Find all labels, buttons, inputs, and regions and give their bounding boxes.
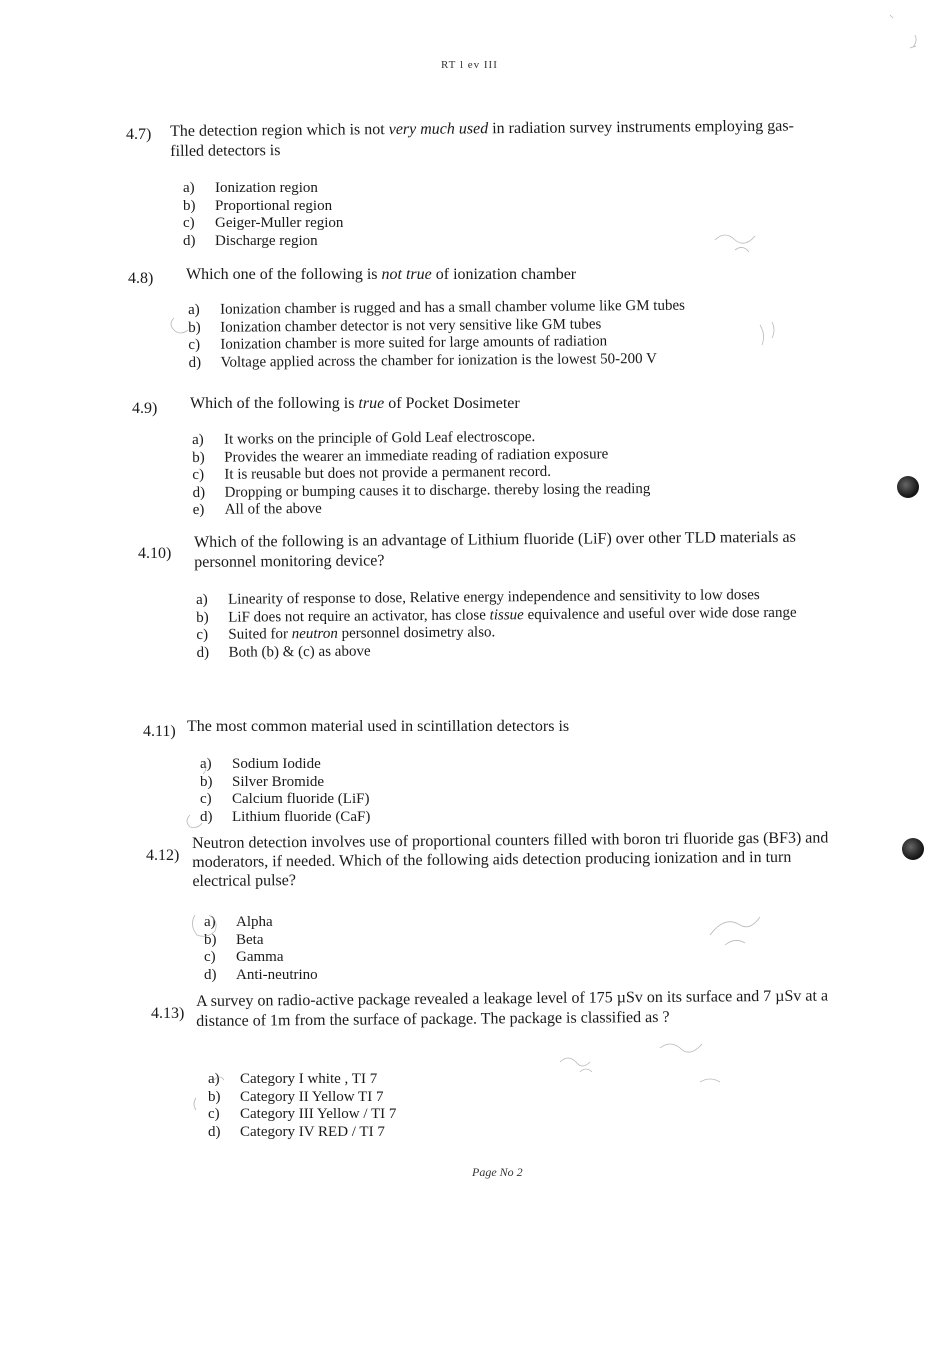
question-number: 4.9) [132,400,158,417]
question-number: 4.12) [146,847,180,864]
option: e) All of the above [192,500,322,518]
question-number: 4.7) [126,126,152,143]
question-text: The most common material used in scintillation detectors is [187,718,570,735]
page-header: RT l ev III [441,59,498,71]
option: a) Sodium Iodide [200,756,321,772]
option: d) Voltage applied across the chamber for ionization is the lowest 50-200 V [188,350,658,371]
option: a) Linearity of response to dose, Relative energy independence and sensitivity to low doses [196,587,760,608]
option: a) It works on the principle of Gold Leaf electroscope. [192,429,536,448]
option: c) Ionization chamber is more suited for large amounts of radiation [188,333,608,353]
question-text: Which of the following is an advantage of Lithium fluoride (LiF) over other TLD materials as personnel monitoring device? [194,528,796,571]
option: d) Dropping or bumping causes it to discharge. thereby losing the reading [192,480,651,501]
option: a) Alpha [204,914,273,930]
option: b) Ionization chamber detector is not very sensitive like GM tubes [188,315,602,336]
option: b) Provides the wearer an immediate reading of radiation exposure [192,445,609,466]
option: d) Anti-neutrino [204,966,318,983]
question-text: Which one of the following is not true of ionization chamber [186,266,577,283]
option: b) LiF does not require an activator, has close tissue equivalence and useful over wide dose range [196,604,797,626]
option: d) Category IV RED / TI 7 [208,1123,385,1140]
option: d) Lithium fluoride (CaF) [200,808,371,825]
option: a) Ionization chamber is rugged and has a small chamber volume like GM tubes [188,297,685,318]
option: d) Both (b) & (c) as above [196,642,371,661]
option: a) Category I white , TI 7 [208,1071,378,1087]
option: b) Proportional region [183,197,333,214]
option: c) Category III Yellow / TI 7 [208,1106,397,1122]
question-number: 4.10) [138,545,172,562]
option: b) Category II Yellow TI 7 [208,1088,384,1105]
option: b) Beta [204,931,264,948]
question-text: A survey on radio-active package revealed a leakage level of 175 µSv on its surface and 7 µSv at a distance of 1m from the surface of package. The package is classified as ? [196,987,829,1030]
option: c) Suited for neutron personnel dosimetry also. [196,624,496,643]
question-number: 4.13) [151,1005,185,1022]
question-text: Neutron detection involves use of proportional counters filled with boron tri fluoride gas (BF3) and moderators, if needed. Which of the following aids detection producing ionization and in turn electrical pulse? [192,829,829,890]
option: b) Silver Bromide [200,773,325,790]
question-text: The detection region which is not very much used in radiation survey instruments employing gas-filled detectors is [170,117,794,160]
question-number: 4.8) [128,270,154,287]
option: a) Ionization region [183,180,318,196]
page-footer: Page No 2 [472,1165,523,1179]
option: c) Geiger-Muller region [183,215,344,231]
option: c) Calcium fluoride (LiF) [200,791,370,807]
question-number: 4.11) [143,723,176,740]
option: c) Gamma [204,949,284,965]
question-text: Which of the following is true of Pocket Dosimeter [190,395,520,412]
option: c) It is reusable but does not provide a permanent record. [192,463,551,483]
option: d) Discharge region [183,232,318,249]
